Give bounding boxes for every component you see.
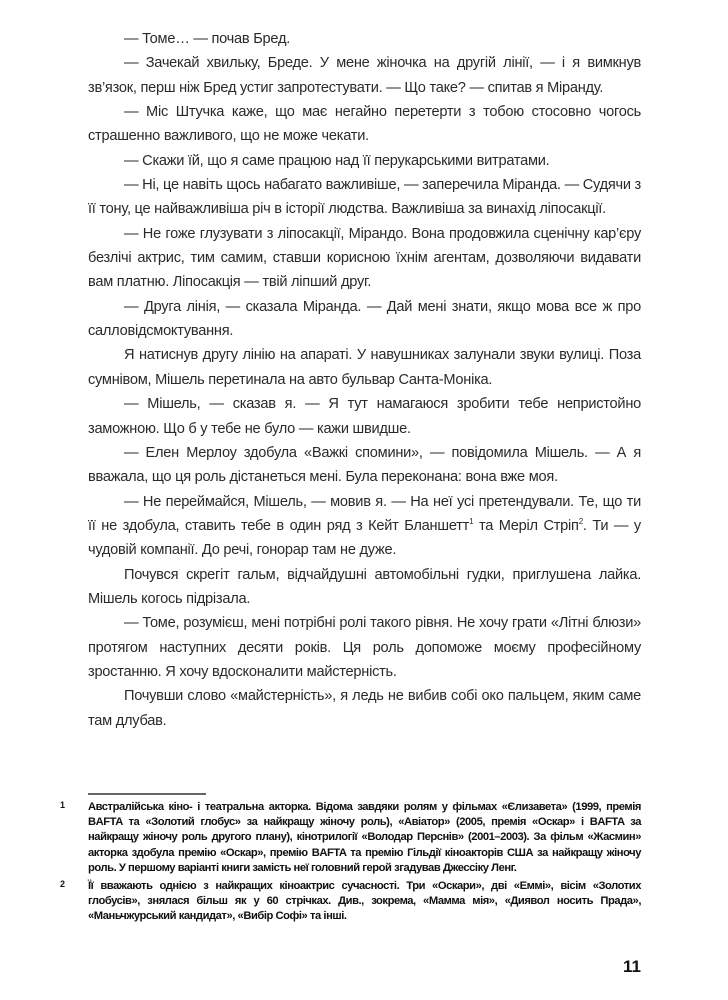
footnote-number: 2 [60, 879, 65, 890]
footnote-ref-2[interactable]: 2 [578, 517, 583, 527]
paragraph: Почувся скрегіт гальм, відчайдушні автомобільні гудки, приглушена лайка. Мішель когось підрізала. [88, 566, 641, 607]
paragraph-with-footnotes [88, 490, 641, 563]
text-run: та Меріл Стріп [473, 517, 579, 534]
paragraph: — Скажи їй, що я саме працюю над її перукарськими витратами. [124, 152, 550, 169]
paragraph: — Томе… — почав Бред. [124, 31, 291, 47]
page-number: 11 [623, 957, 641, 976]
text-run: — Не переймайся, Мішель, — мовив я. — На неї усі претендували. Те, що ти її не здобула, ставить тебе в один ряд з Кейт Бланшетт [88, 493, 641, 534]
paragraph: — Елен Мерлоу здобула «Важкі спомини», — повідомила Мішель. — А я вважала, що ця роль дістанеться мені. Була переконана: вона вже моя. [88, 444, 641, 486]
footnote-ref-1[interactable]: 1 [469, 517, 474, 527]
footnotes [60, 800, 641, 928]
footnote-2 [60, 879, 641, 925]
paragraph: — Томе, розумієш, мені потрібні ролі такого рівня. Не хочу грати «Літні блюзи» протягом наступних десяти років. Ця роль допоможе моєму професійному зростанню. Я хочу вдосконалити майстерність. [88, 615, 641, 680]
text-run: . Ти — у чудовій компанії. До речі, гонорар там не дуже. [88, 517, 641, 559]
paragraph: — Міс Штучка каже, що має негайно перетерти з тобою стосовно чогось страшенно важливого, що не може чекати. [88, 104, 641, 145]
footnote-divider [88, 793, 206, 795]
paragraph: — Друга лінія, — сказала Міранда. — Дай мені знати, якщо мова все ж про салловідсмоктування. [88, 298, 641, 340]
paragraph: Я натиснув другу лінію на апараті. У навушниках залунали звуки вулиці. Поза сумнівом, Мішель перетинала на авто бульвар Санта-Моніка. [88, 347, 641, 388]
footnote-1 [60, 800, 641, 876]
paragraph: — Мішель, — сказав я. — Я тут намагаюся зробити тебе непристойно заможною. Що б у тебе не було — кажи швидше. [88, 396, 641, 437]
footnote-number: 1 [60, 800, 65, 810]
footnote-text: Австралійська кіно- і театральна акторка. Відома завдяки ролям у фільмах «Єлизавета» (1999, премія BAFTA та «Золотий глобус» за найкращу жіночу роль), «Авіатор» (2005, премія «Оскар» і BAFTA за найкращу жіночу роль другого плану), кінотрилогії «Володар Перснів» (2001–2003). За фільм «Жасмин» акторка здобула премію «Оскар», премію BAFTA та премію Гільдії кіноакторів США за найкращу жіночу роль. У першому варіанті книги замість неї головний герой згадував Джессіку Ленг. [88, 801, 641, 874]
paragraph: — Зачекай хвильку, Бреде. У мене жіночка на другій лінії, — і я вимкнув зв’язок, перш ніж Бред устиг запротестувати. — Що таке? — спитав я Міранду. [88, 55, 641, 96]
footnote-text: Її вважають однією з найкращих кіноактрис сучасності. Три «Оскари», дві «Еммі», вісім «Золотих глобусів», знялася більш як у 60 стрічках. Див., зокрема, «Мамма мія», «Диявол носить Прада», «Маньчжурський кандидат», «Вибір Софі» та інші. [88, 880, 641, 923]
paragraph: Почувши слово «майстерність», я ледь не вибив собі око пальцем, яким саме там длубав. [88, 688, 641, 729]
paragraph: — Не гоже глузувати з ліпосакції, Мірандо. Вона продовжила сценічну кар’єру безлічі актрис, тим самим, ставши корисною їхнім агентам, дозволяючи видавати вам платню. Ліпосакція — твій ліпший друг. [88, 225, 641, 291]
body-text [88, 27, 641, 733]
paragraph: — Ні, це навіть щось набагато важливіше, — заперечила Міранда. — Судячи з її тону, це найважливіша річ в історії людства. Важливіша за винахід ліпосакції. [88, 177, 641, 218]
